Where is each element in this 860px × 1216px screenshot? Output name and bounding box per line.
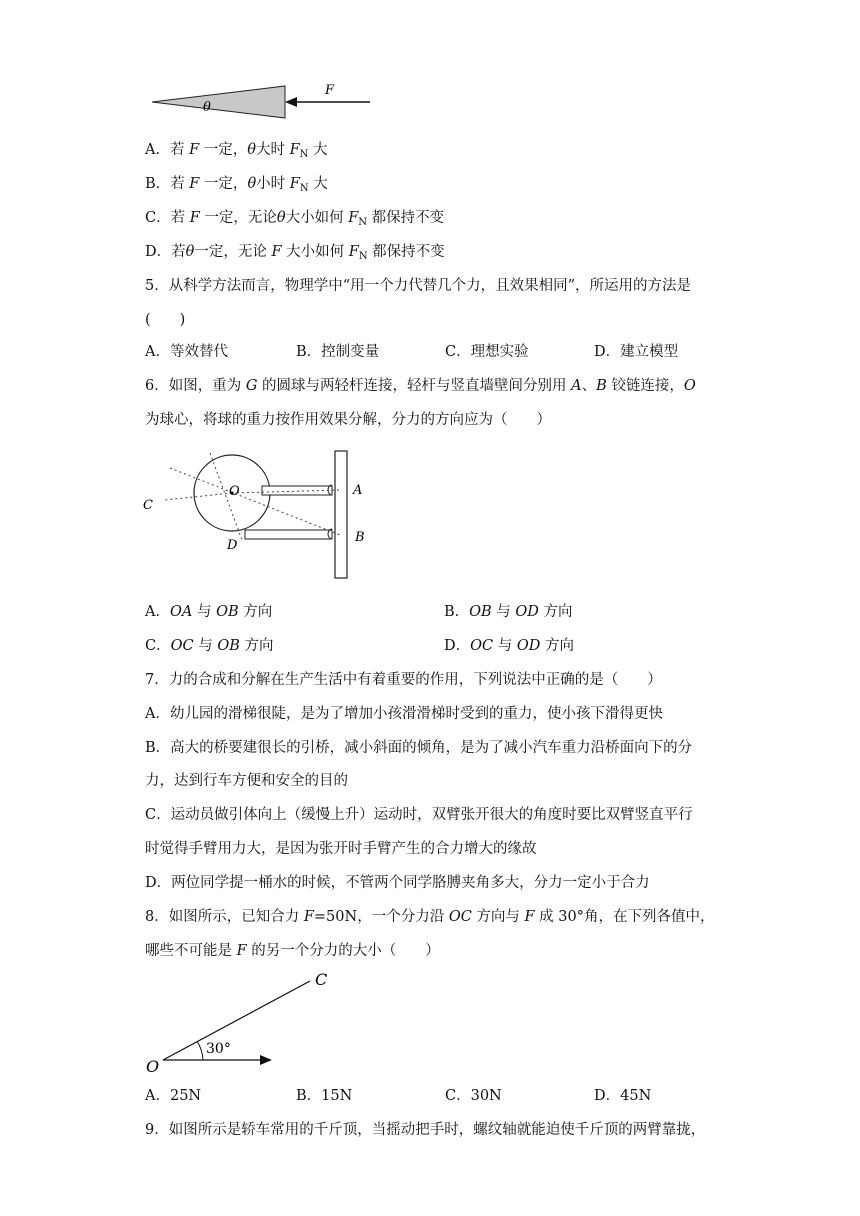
angle-arc — [197, 1041, 203, 1060]
q5-stem-cont: ( ) — [145, 312, 186, 328]
q8-option-c: C．30N — [445, 1088, 502, 1104]
q6-option-c: C．OC 与 OB 方向 — [145, 638, 274, 654]
label-c: C — [143, 498, 153, 513]
wedge-figure — [145, 78, 380, 128]
q8-option-a: A．25N — [145, 1088, 202, 1104]
angle-figure — [140, 965, 340, 1080]
q4-option-b: B．若 F 一定，θ小时 $F_N$ 大 — [145, 176, 328, 194]
force-f-arrowhead — [260, 1055, 272, 1065]
force-arrow-head — [285, 97, 297, 107]
q5-option-a: A．等效替代 — [145, 344, 228, 360]
q7-stem: 7．力的合成和分解在生产生活中有着重要的作用，下列说法中正确的是（ ） — [145, 672, 662, 688]
q4-option-c: C．若 F 一定，无论θ大小如何 $F_N$ 都保持不变 — [145, 210, 445, 228]
line-oc — [163, 981, 310, 1060]
label-o: O — [146, 1057, 160, 1076]
label-c: C — [315, 970, 328, 989]
ball-rods-figure — [140, 448, 380, 583]
q4-option-d: D．若θ一定，无论 F 大小如何 $F_N$ 都保持不变 — [145, 244, 445, 262]
angle-label: 30° — [206, 1041, 231, 1057]
q5-option-d: D．建立模型 — [594, 344, 679, 360]
q9-stem: 9．如图所示是轿车常用的千斤顶，当摇动把手时，螺纹轴就能迫使千斤顶的两臂靠拢， — [145, 1122, 706, 1138]
q8-option-b: B．15N — [296, 1088, 353, 1104]
q7-option-c: C．运动员做引体向上（缓慢上升）运动时，双臂张开很大的角度时要比双臂竖直平行 — [145, 807, 693, 823]
lower-rod — [245, 530, 332, 539]
q6-option-b: B．OB 与 OD 方向 — [444, 604, 573, 620]
q7-option-b: B．高大的桥要建很长的引桥，减小斜面的倾角，是为了减小汽车重力沿桥面向下的分 — [145, 740, 693, 756]
label-a: A — [353, 483, 363, 498]
q6-option-a: A．OA 与 OB 方向 — [145, 604, 273, 620]
q7-option-c-cont: 时觉得手臂用力大，是因为张开时手臂产生的合力增大的缘故 — [145, 841, 537, 857]
label-o: O — [229, 484, 240, 499]
q7-option-d: D．两位同学提一桶水的时候，不管两个同学胳膊夹角多大，分力一定小于合力 — [145, 875, 650, 891]
q8-stem-cont: 哪些不可能是 F 的另一个分力的大小（ ） — [145, 943, 440, 959]
q6-stem: 6．如图，重为 G 的圆球与两轻杆连接，轻杆与竖直墙壁间分别用 A、B 铰链连接，O — [145, 378, 696, 394]
q4-option-a: A．若 F 一定，θ大时 $F_N$ 大 — [145, 142, 328, 160]
f-label: F — [325, 83, 335, 98]
theta-label: θ — [203, 100, 211, 115]
label-b: B — [355, 530, 365, 545]
q7-option-a: A．幼儿园的滑梯很陡，是为了增加小孩滑滑梯时受到的重力，使小孩下滑得更快 — [145, 706, 663, 722]
label-d: D — [227, 538, 238, 553]
q6-option-d: D．OC 与 OD 方向 — [444, 638, 574, 654]
q8-option-d: D．45N — [594, 1088, 652, 1104]
q5-stem: 5．从科学方法而言，物理学中“用一个力代替几个力，且效果相同”，所运用的方法是 — [145, 278, 692, 294]
q5-option-b: B．控制变量 — [296, 344, 380, 360]
q5-option-c: C．理想实验 — [445, 344, 529, 360]
wedge-shape — [152, 86, 285, 118]
q8-stem: 8．如图所示，已知合力 F=50N，一个分力沿 OC 方向与 F 成 30°角，在下列各值中， — [145, 909, 715, 925]
upper-rod — [262, 486, 332, 495]
q6-stem-cont: 为球心，将球的重力按作用效果分解，分力的方向应为（ ） — [145, 412, 551, 428]
q7-option-b-cont: 力，达到行车方便和安全的目的 — [145, 773, 348, 789]
wall — [335, 451, 347, 578]
